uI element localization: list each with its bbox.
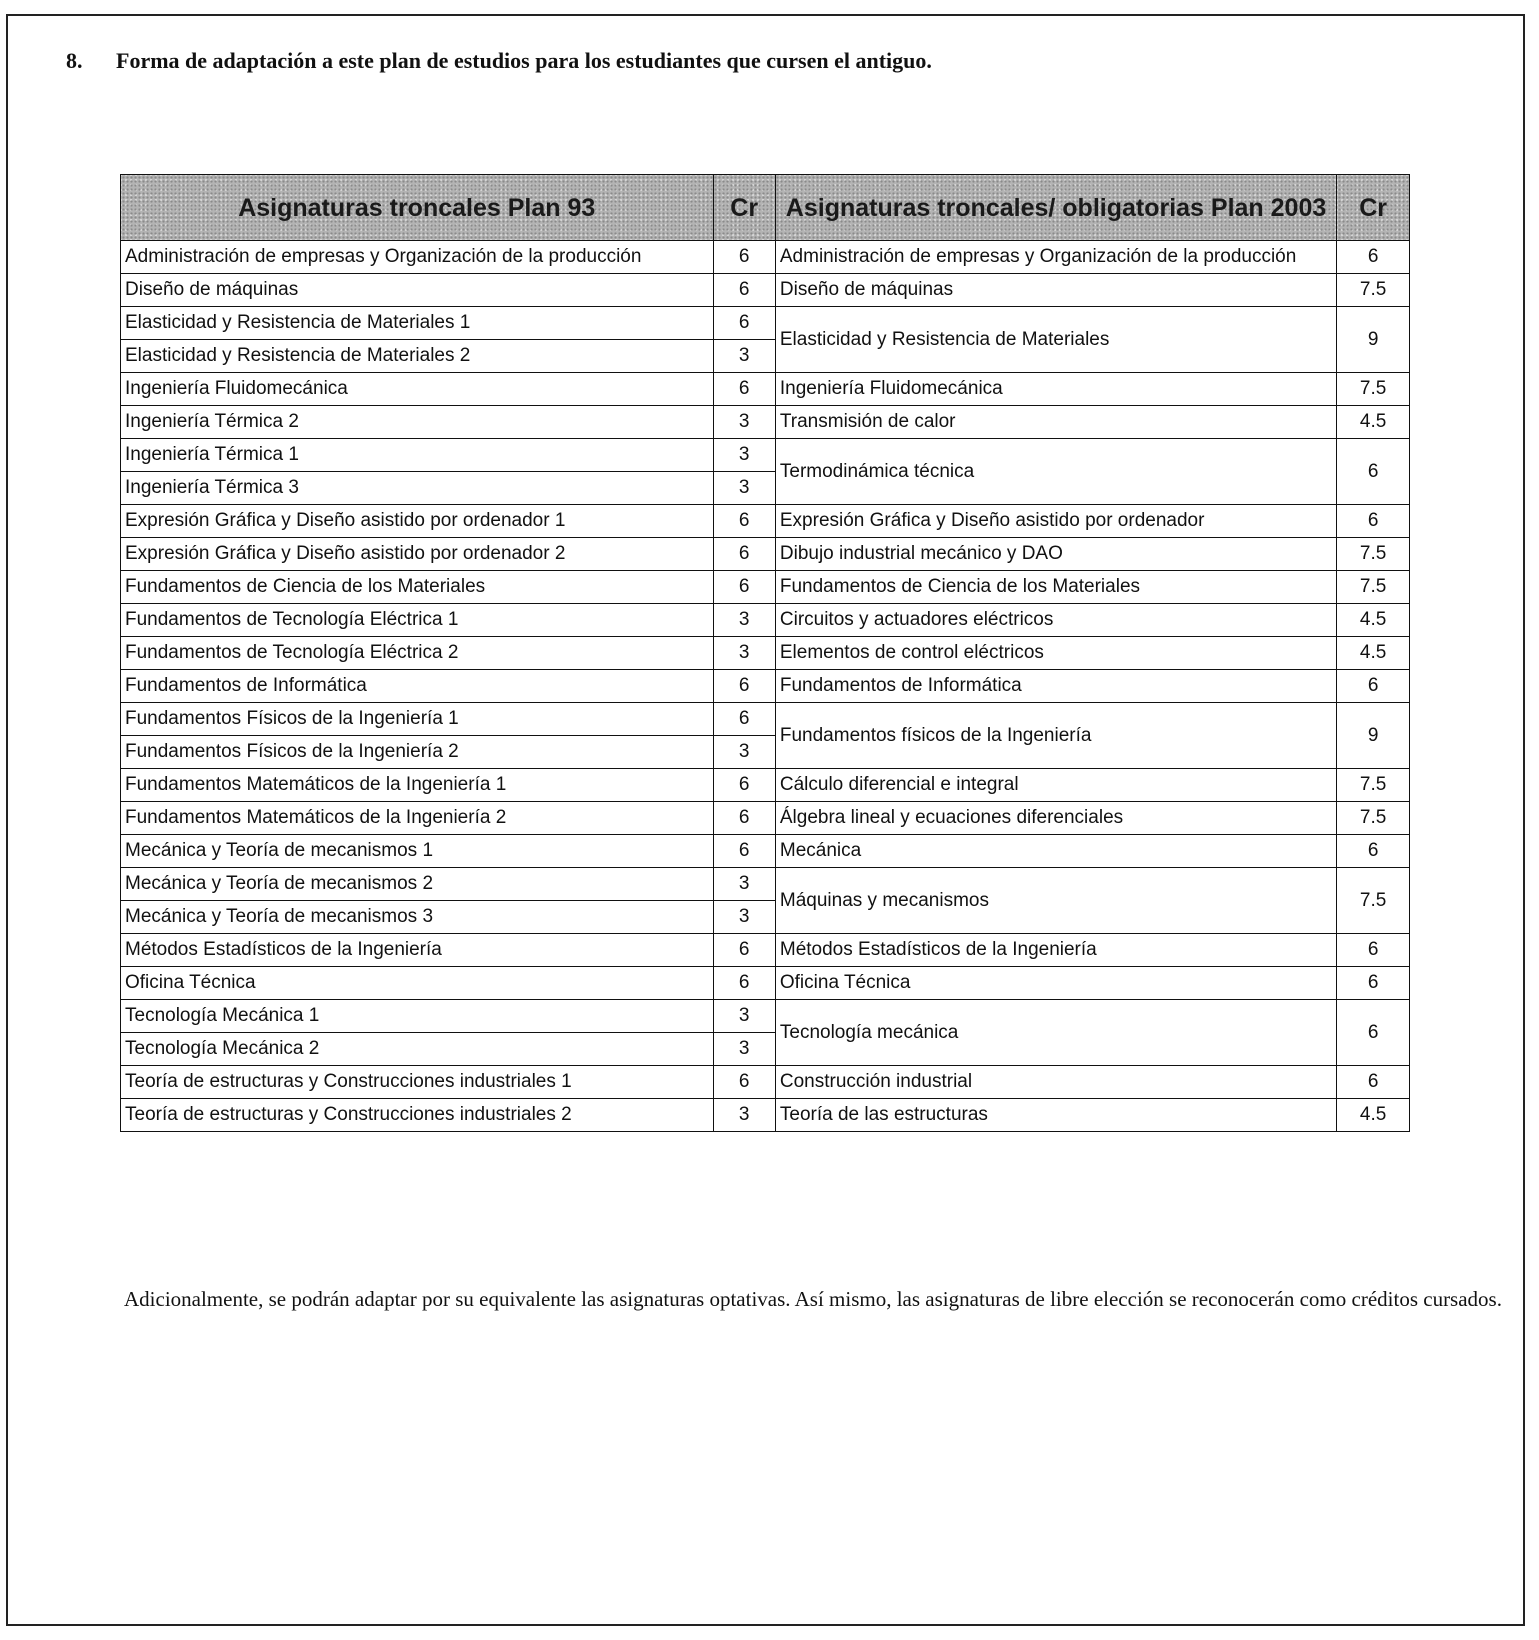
table-row [121,1099,1410,1132]
header-new-credits: Cr [1337,175,1410,241]
old-credits-cell: 6 [713,274,775,307]
old-credits-cell: 3 [713,1000,775,1033]
table-row [121,769,1410,802]
old-credits-cell: 6 [713,769,775,802]
new-subject-cell: Fundamentos físicos de la Ingeniería [775,703,1336,769]
section-heading [66,48,932,74]
new-credits-cell: 6 [1337,967,1410,1000]
new-subject-cell: Administración de empresas y Organización de la producción [775,241,1336,274]
old-subject-cell: Teoría de estructuras y Construcciones industriales 2 [121,1099,714,1132]
table-row [121,934,1410,967]
old-credits-cell: 6 [713,802,775,835]
old-credits-cell: 3 [713,868,775,901]
new-subject-cell: Tecnología mecánica [775,1000,1336,1066]
table-row [121,835,1410,868]
header-old-subject: Asignaturas troncales Plan 93 [121,175,714,241]
new-subject-cell: Construcción industrial [775,1066,1336,1099]
old-subject-cell: Tecnología Mecánica 2 [121,1033,714,1066]
old-credits-cell: 6 [713,703,775,736]
table-row [121,604,1410,637]
old-subject-cell: Mecánica y Teoría de mecanismos 3 [121,901,714,934]
new-subject-cell: Oficina Técnica [775,967,1336,1000]
table-row [121,373,1410,406]
old-subject-cell: Tecnología Mecánica 1 [121,1000,714,1033]
old-subject-cell: Expresión Gráfica y Diseño asistido por ordenador 1 [121,505,714,538]
new-subject-cell: Álgebra lineal y ecuaciones diferenciales [775,802,1336,835]
old-subject-cell: Fundamentos de Tecnología Eléctrica 1 [121,604,714,637]
old-credits-cell: 6 [713,505,775,538]
new-subject-cell: Cálculo diferencial e integral [775,769,1336,802]
table-row [121,406,1410,439]
new-credits-cell: 7.5 [1337,769,1410,802]
table-row [121,967,1410,1000]
old-subject-cell: Ingeniería Térmica 2 [121,406,714,439]
new-credits-cell: 7.5 [1337,802,1410,835]
old-subject-cell: Fundamentos de Informática [121,670,714,703]
old-credits-cell: 6 [713,538,775,571]
new-credits-cell: 7.5 [1337,538,1410,571]
table-row [121,439,1410,472]
old-credits-cell: 3 [713,736,775,769]
new-subject-cell: Fundamentos de Ciencia de los Materiales [775,571,1336,604]
table-body [121,241,1410,1132]
new-subject-cell: Elasticidad y Resistencia de Materiales [775,307,1336,373]
table-row [121,538,1410,571]
old-credits-cell: 6 [713,967,775,1000]
new-credits-cell: 7.5 [1337,868,1410,934]
table-row [121,670,1410,703]
old-subject-cell: Métodos Estadísticos de la Ingeniería [121,934,714,967]
section-title: Forma de adaptación a este plan de estudios para los estudiantes que cursen el antiguo. [116,48,932,73]
table-row [121,1000,1410,1033]
closing-note: Adicionalmente, se podrán adaptar por su equivalente las asignaturas optativas. Así mismo, las asignaturas de libre elección se reconocerán como créditos cursados. [124,1287,1502,1311]
old-credits-cell: 6 [713,571,775,604]
old-subject-cell: Elasticidad y Resistencia de Materiales 2 [121,340,714,373]
new-credits-cell: 7.5 [1337,274,1410,307]
table-row [121,868,1410,901]
new-credits-cell: 4.5 [1337,637,1410,670]
old-credits-cell: 3 [713,901,775,934]
old-subject-cell: Fundamentos Matemáticos de la Ingeniería 2 [121,802,714,835]
old-credits-cell: 6 [713,670,775,703]
old-subject-cell: Ingeniería Térmica 1 [121,439,714,472]
header-old-credits: Cr [713,175,775,241]
table-row [121,274,1410,307]
old-subject-cell: Fundamentos Matemáticos de la Ingeniería 1 [121,769,714,802]
old-subject-cell: Mecánica y Teoría de mecanismos 2 [121,868,714,901]
new-subject-cell: Fundamentos de Informática [775,670,1336,703]
old-credits-cell: 3 [713,1033,775,1066]
new-subject-cell: Transmisión de calor [775,406,1336,439]
old-credits-cell: 3 [713,340,775,373]
old-subject-cell: Fundamentos de Ciencia de los Materiales [121,571,714,604]
new-credits-cell: 6 [1337,241,1410,274]
new-subject-cell: Métodos Estadísticos de la Ingeniería [775,934,1336,967]
new-credits-cell: 7.5 [1337,571,1410,604]
old-subject-cell: Oficina Técnica [121,967,714,1000]
old-credits-cell: 6 [713,1066,775,1099]
old-credits-cell: 3 [713,604,775,637]
new-credits-cell: 7.5 [1337,373,1410,406]
old-credits-cell: 3 [713,439,775,472]
old-subject-cell: Administración de empresas y Organización de la producción [121,241,714,274]
section-number: 8. [66,48,83,73]
new-credits-cell: 4.5 [1337,406,1410,439]
old-credits-cell: 6 [713,307,775,340]
new-credits-cell: 6 [1337,439,1410,505]
new-credits-cell: 4.5 [1337,1099,1410,1132]
table-row [121,505,1410,538]
new-subject-cell: Elementos de control eléctricos [775,637,1336,670]
new-credits-cell: 6 [1337,1066,1410,1099]
new-subject-cell: Diseño de máquinas [775,274,1336,307]
new-subject-cell: Mecánica [775,835,1336,868]
old-credits-cell: 3 [713,406,775,439]
old-credits-cell: 6 [713,373,775,406]
new-subject-cell: Termodinámica técnica [775,439,1336,505]
new-credits-cell: 6 [1337,835,1410,868]
old-credits-cell: 6 [713,241,775,274]
new-subject-cell: Ingeniería Fluidomecánica [775,373,1336,406]
old-credits-cell: 3 [713,1099,775,1132]
old-subject-cell: Mecánica y Teoría de mecanismos 1 [121,835,714,868]
new-subject-cell: Teoría de las estructuras [775,1099,1336,1132]
old-credits-cell: 3 [713,472,775,505]
table-row [121,307,1410,340]
new-credits-cell: 4.5 [1337,604,1410,637]
table-row [121,637,1410,670]
table-header-row [121,175,1410,241]
old-subject-cell: Elasticidad y Resistencia de Materiales 1 [121,307,714,340]
table-row [121,802,1410,835]
old-subject-cell: Teoría de estructuras y Construcciones industriales 1 [121,1066,714,1099]
new-subject-cell: Máquinas y mecanismos [775,868,1336,934]
new-subject-cell: Dibujo industrial mecánico y DAO [775,538,1336,571]
old-credits-cell: 6 [713,835,775,868]
new-credits-cell: 6 [1337,1000,1410,1066]
table-row [121,1066,1410,1099]
old-subject-cell: Ingeniería Fluidomecánica [121,373,714,406]
adaptation-table [120,174,1410,1132]
new-credits-cell: 9 [1337,307,1410,373]
table-row [121,703,1410,736]
new-credits-cell: 6 [1337,670,1410,703]
old-credits-cell: 3 [713,637,775,670]
old-subject-cell: Ingeniería Térmica 3 [121,472,714,505]
new-credits-cell: 9 [1337,703,1410,769]
table-row [121,241,1410,274]
old-subject-cell: Diseño de máquinas [121,274,714,307]
header-new-subject: Asignaturas troncales/ obligatorias Plan 2003 [775,175,1336,241]
old-subject-cell: Expresión Gráfica y Diseño asistido por ordenador 2 [121,538,714,571]
new-subject-cell: Expresión Gráfica y Diseño asistido por ordenador [775,505,1336,538]
old-subject-cell: Fundamentos Físicos de la Ingeniería 1 [121,703,714,736]
table-row [121,571,1410,604]
old-subject-cell: Fundamentos de Tecnología Eléctrica 2 [121,637,714,670]
new-subject-cell: Circuitos y actuadores eléctricos [775,604,1336,637]
new-credits-cell: 6 [1337,934,1410,967]
new-credits-cell: 6 [1337,505,1410,538]
old-credits-cell: 6 [713,934,775,967]
old-subject-cell: Fundamentos Físicos de la Ingeniería 2 [121,736,714,769]
